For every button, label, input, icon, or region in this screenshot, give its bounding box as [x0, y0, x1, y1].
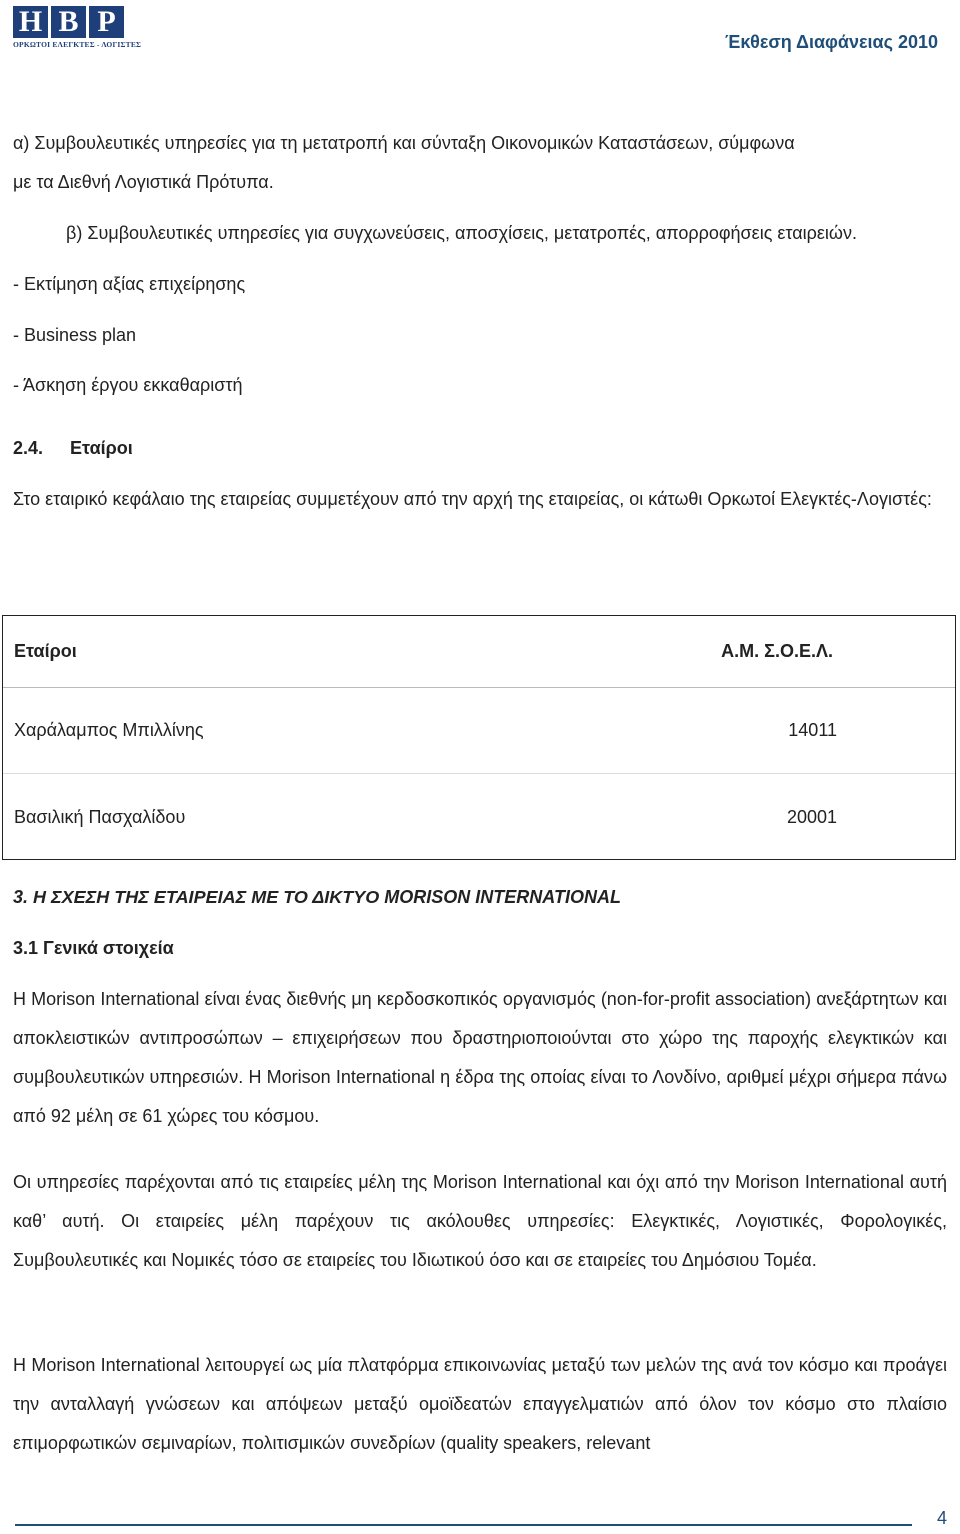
section-title: Εταίροι — [70, 438, 133, 458]
paragraph-services: Οι υπηρεσίες παρέχονται από τις εταιρείες μέλη της Morison International και όχι από την Morison International αυτή καθ’ αυτή. Οι εταιρείες μέλη παρέχουν τις ακόλουθες υπηρεσίες: Ελεγκτικές, Λογιστικές, Φορολογικές, Συμβουλευτικές και Νομικές τόσο σε εταιρείες του Ιδιωτικού όσο και σε εταιρείες του Δημόσιου Τομέα. — [13, 1172, 947, 1270]
partner-registry-number: 20001 — [786, 806, 837, 827]
logo-letter-h: H — [13, 6, 48, 38]
services-b: β) Συμβουλευτικές υπηρεσίες για συγχωνεύσεις, αποσχίσεις, μετατροπές, απορροφήσεις εταιρειών. — [66, 223, 857, 243]
partners-intro: Στο εταιρικό κεφάλαιο της εταιρείας συμμετέχουν από την αρχή της εταιρείας, οι κάτωθι Ορκωτοί Ελεγκτές-Λογιστές: — [13, 489, 932, 509]
section-3-1-heading: 3.1 Γενικά στοιχεία — [13, 938, 174, 958]
logo-tagline: ΟΡΚΩΤΟΙ ΕΛΕΓΚΤΕΣ - ΛΟΓΙΣΤΕΣ — [13, 40, 142, 49]
bullet-valuation: - Εκτίμηση αξίας επιχείρησης — [13, 274, 246, 294]
section-2-4-heading — [13, 429, 947, 468]
bullet-liquidator: - Άσκηση έργου εκκαθαριστή — [13, 375, 243, 395]
partner-name: Βασιλική Πασχαλίδου — [14, 806, 186, 827]
section-number: 2.4. — [13, 438, 44, 458]
page-number: 4 — [936, 1508, 947, 1528]
footer-rule — [15, 1524, 912, 1526]
partners-table — [2, 615, 956, 860]
services-a-line-2: με τα Διεθνή Λογιστικά Πρότυπα. — [13, 172, 274, 192]
paragraph-morison-intro: Η Morison International είναι ένας διεθνής μη κερδοσκοπικός οργανισμός (non-for-profit association) ανεξάρτητων και αποκλειστικών αντιπροσώπων – επιχειρήσεων που δραστηριοποιούνται στο χώρο της παροχής ελεγκτικών και συμβουλευτικών υπηρεσιών. Η Morison International η έδρα της οποίας είναι το Λονδίνο, αριθμεί μέχρι σήμερα πάνω από 92 μέλη σε 61 χώρες του κόσμου. — [13, 989, 947, 1126]
partner-name: Χαράλαμπος Μπιλλίνης — [14, 720, 204, 740]
services-a-line-1: α) Συμβουλευτικές υπηρεσίες για τη μετατροπή και σύνταξη Οικονομικών Καταστάσεων, σύμφωνα — [13, 133, 795, 153]
table-header-row — [3, 616, 955, 688]
partner-registry-number: 14011 — [788, 720, 837, 740]
logo-letter-b: B — [51, 6, 86, 38]
table-row — [3, 774, 955, 860]
header-registry-number: Α.Μ. Σ.Ο.Ε.Λ. — [721, 641, 833, 661]
section-3-heading: 3. Η ΣΧΕΣΗ ΤΗΣ ΕΤΑΙΡΕΙΑΣ ΜΕ ΤΟ ΔΙΚΤΥΟ MORISON INTERNATIONAL — [13, 887, 621, 907]
table-row — [3, 688, 955, 774]
logo-letter-p: P — [89, 6, 124, 38]
paragraph-platform: Η Morison International λειτουργεί ως μία πλατφόρμα επικοινωνίας μεταξύ των μελών της ανά τον κόσμο και προάγει την ανταλλαγή γνώσεων και απόψεων μεταξύ ομοϊδεατών επαγγελματιών από όλον τον κόσμο στο πλαίσιο επιμορφωτικών σεμιναρίων, πολιτισμικών συνεδρίων (quality speakers, relevant — [13, 1355, 947, 1453]
bullet-business-plan: - Business plan — [13, 325, 137, 345]
header-partners: Εταίροι — [14, 641, 77, 661]
hbp-logo — [13, 5, 142, 49]
report-title: Έκθεση Διαφάνειας 2010 — [724, 32, 938, 52]
